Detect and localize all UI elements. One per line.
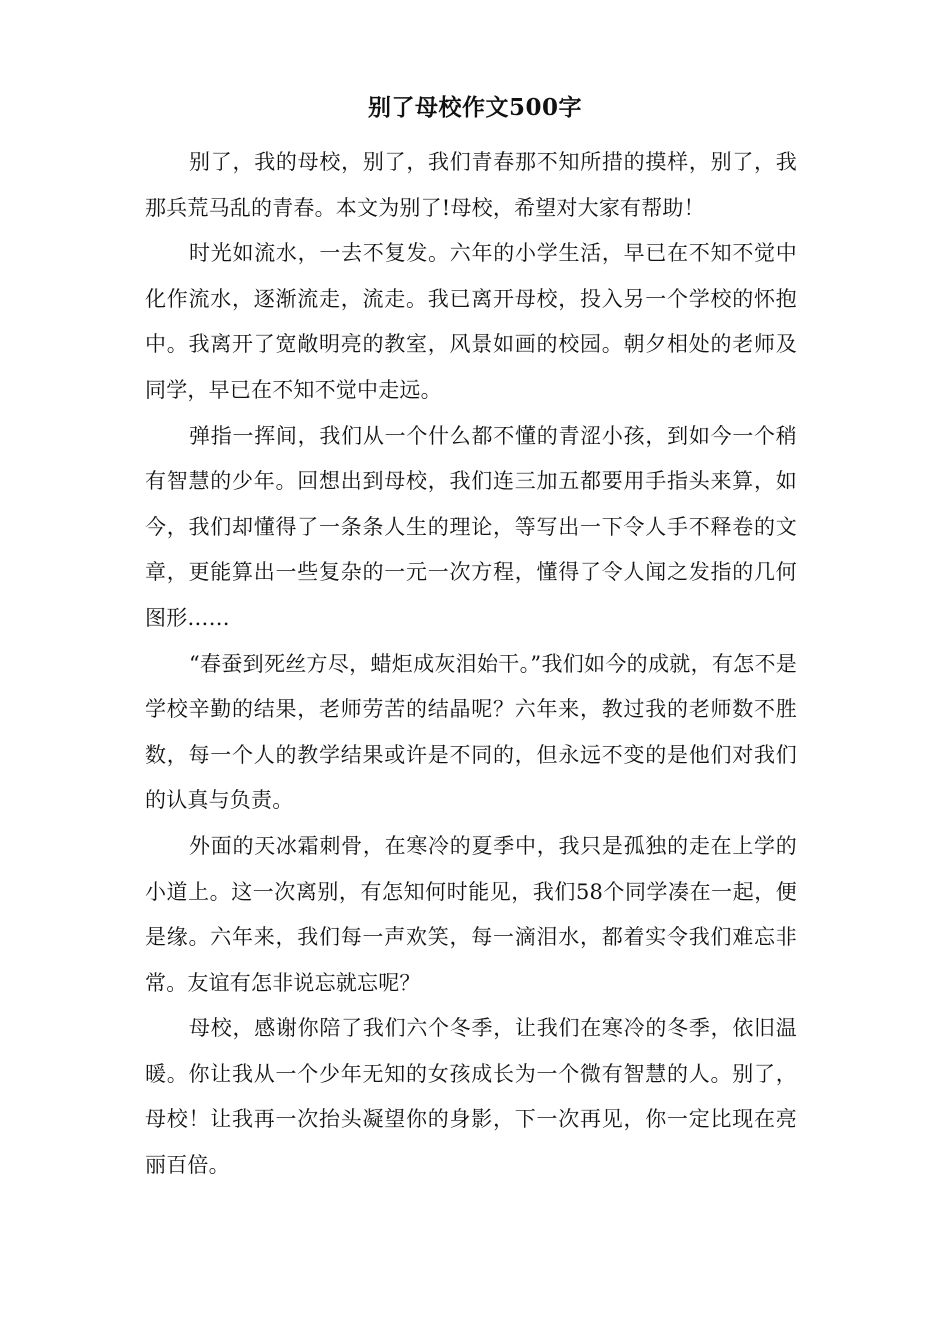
document-body [145, 140, 797, 1189]
paragraph-3: 弹指一挥间，我们从一个什么都不懂的青涩小孩，到如今一个稍有智慧的少年。回想出到母校，我们连三加五都要用手指头来算，如今，我们却懂得了一条条人生的理论，等写出一下令人手不释卷的文章，更能算出一些复杂的一元一次方程，懂得了令人闻之发指的几何图形…… [145, 423, 797, 630]
paragraph-2: 时光如流水，一去不复发。六年的小学生活，早已在不知不觉中化作流水，逐渐流走，流走。我已离开母校，投入另一个学校的怀抱中。我离开了宽敞明亮的教室，风景如画的校园。朝夕相处的老师及同学，早已在不知不觉中走远。 [145, 241, 797, 402]
paragraph-6: 母校，感谢你陪了我们六个冬季，让我们在寒冷的冬季，依旧温暖。你让我从一个少年无知的女孩成长为一个微有智慧的人。别了，母校！让我再一次抬头凝望你的身影，下一次再见，你一定比现在亮丽百倍。 [145, 1016, 797, 1178]
paragraph-5: 外面的天冰霜刺骨，在寒冷的夏季中，我只是孤独的走在上学的小道上。这一次离别，有怎知何时能见，我们58个同学凑在一起，便是缘。六年来，我们每一声欢笑，每一滴泪水，都着实令我们难忘非常。友谊有怎非说忘就忘呢？ [145, 833, 797, 995]
paragraph-1: 别了，我的母校，别了，我们青春那不知所措的摸样，别了，我那兵荒马乱的青春。本文为别了!母校，希望对大家有帮助！ [145, 150, 797, 220]
document-title: 别了母校作文500字 [367, 94, 582, 121]
paragraph-4: “春蚕到死丝方尽，蜡炬成灰泪始干。”我们如今的成就，有怎不是学校辛勤的结果，老师劳苦的结晶呢？六年来，教过我的老师数不胜数，每一个人的教学结果或许是不同的，但永远不变的是他们对我们的认真与负责。 [145, 651, 797, 813]
